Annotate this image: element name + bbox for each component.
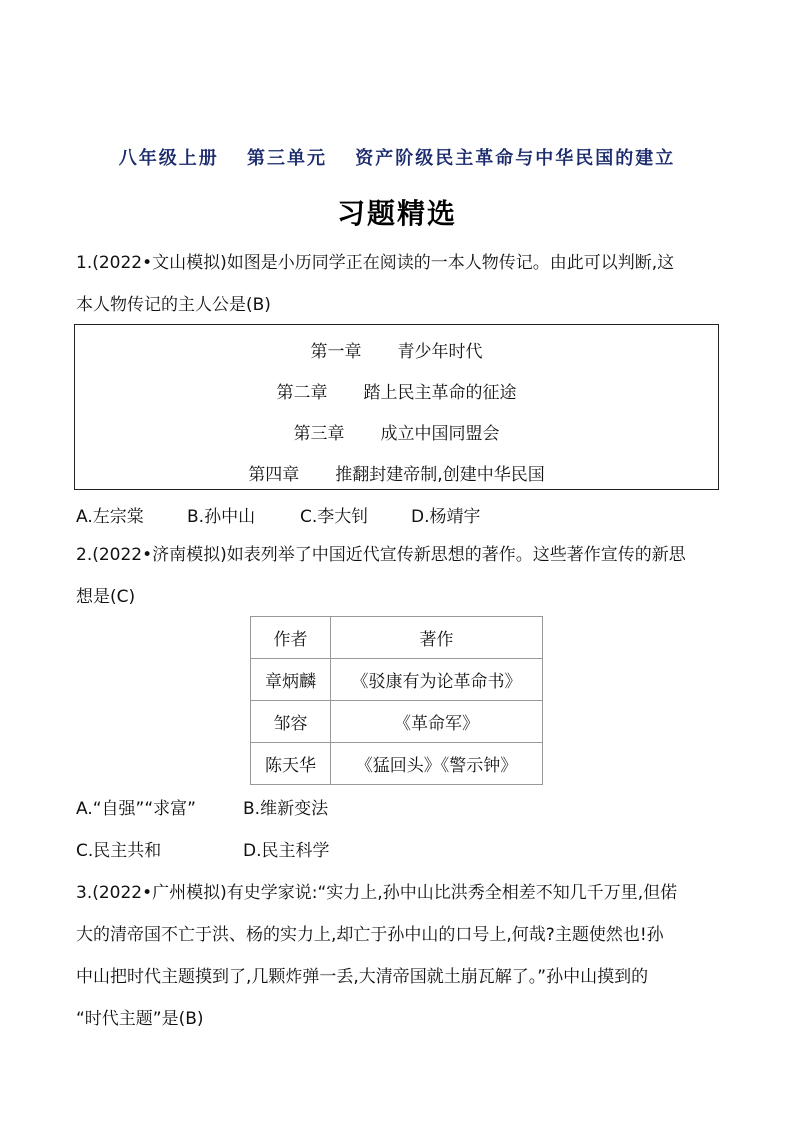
question-3-line-1: 3.(2022•广州模拟)有史学家说:“实力上,孙中山比洪秀全相差不知几千万里,但偌 [76,883,678,903]
option-b[interactable]: B.孙中山 [187,507,256,527]
option-d[interactable]: D.杨靖宇 [411,507,481,527]
table-row [251,701,543,743]
work-cell: 《猛回头》《警示钟》 [331,743,543,785]
chapter-number: 第二章 [276,383,328,403]
page-header [0,144,794,170]
chapter-row [75,337,718,362]
author-cell: 邹容 [251,701,331,743]
chapter-row [75,378,718,403]
question-2 [76,534,720,618]
header-author: 作者 [251,617,331,659]
question-2-line-2: 想是(C) [76,587,136,607]
header-grade: 八年级上册 [118,148,219,169]
author-cell: 陈天华 [251,743,331,785]
author-cell: 章炳麟 [251,659,331,701]
question-3-line-4: “时代主题”是(B) [76,1009,204,1029]
header-work: 著作 [331,617,543,659]
question-1 [76,242,720,326]
table-row [251,743,543,785]
biography-contents-box [74,324,719,490]
question-1-line-2: 本人物传记的主人公是(B) [76,295,271,315]
option-d[interactable]: D.民主科学 [243,841,330,861]
question-3-line-3: 中山把时代主题摸到了,几颗炸弹一丢,大清帝国就土崩瓦解了。”孙中山摸到的 [76,967,649,987]
chapter-number: 第四章 [248,465,300,485]
option-c[interactable]: C.民主共和 [76,841,162,861]
option-c[interactable]: C.李大钊 [300,507,369,527]
chapter-number: 第一章 [310,342,362,362]
work-cell: 《革命军》 [331,701,543,743]
chapter-title: 青少年时代 [397,342,483,362]
option-a[interactable]: A.“自强”“求富” [76,799,196,819]
question-2-line-1: 2.(2022•济南模拟)如表列举了中国近代宣传新思想的著作。这些著作宣传的新思 [76,545,686,565]
work-cell: 《驳康有为论革命书》 [331,659,543,701]
chapter-title: 成立中国同盟会 [380,424,500,444]
chapter-title: 推翻封建帝制,创建中华民国 [335,465,545,485]
option-b[interactable]: B.维新变法 [243,799,329,819]
chapter-row [75,460,718,485]
header-topic: 资产阶级民主革命与中华民国的建立 [355,148,676,169]
question-1-line-1: 1.(2022•文山模拟)如图是小历同学正在阅读的一本人物传记。由此可以判断,这 [76,253,675,273]
chapter-row [75,419,718,444]
page-title: 习题精选 [336,197,457,230]
option-a[interactable]: A.左宗棠 [76,507,144,527]
chapter-number: 第三章 [293,424,345,444]
question-3-line-2: 大的清帝国不亡于洪、杨的实力上,却亡于孙中山的口号上,何哉?主题使然也!孙 [76,925,664,945]
header-unit: 第三单元 [247,148,327,169]
question-3 [76,872,720,1040]
table-header-row [251,617,543,659]
chapter-title: 踏上民主革命的征途 [363,383,517,403]
table-row [251,659,543,701]
works-table [250,616,543,785]
